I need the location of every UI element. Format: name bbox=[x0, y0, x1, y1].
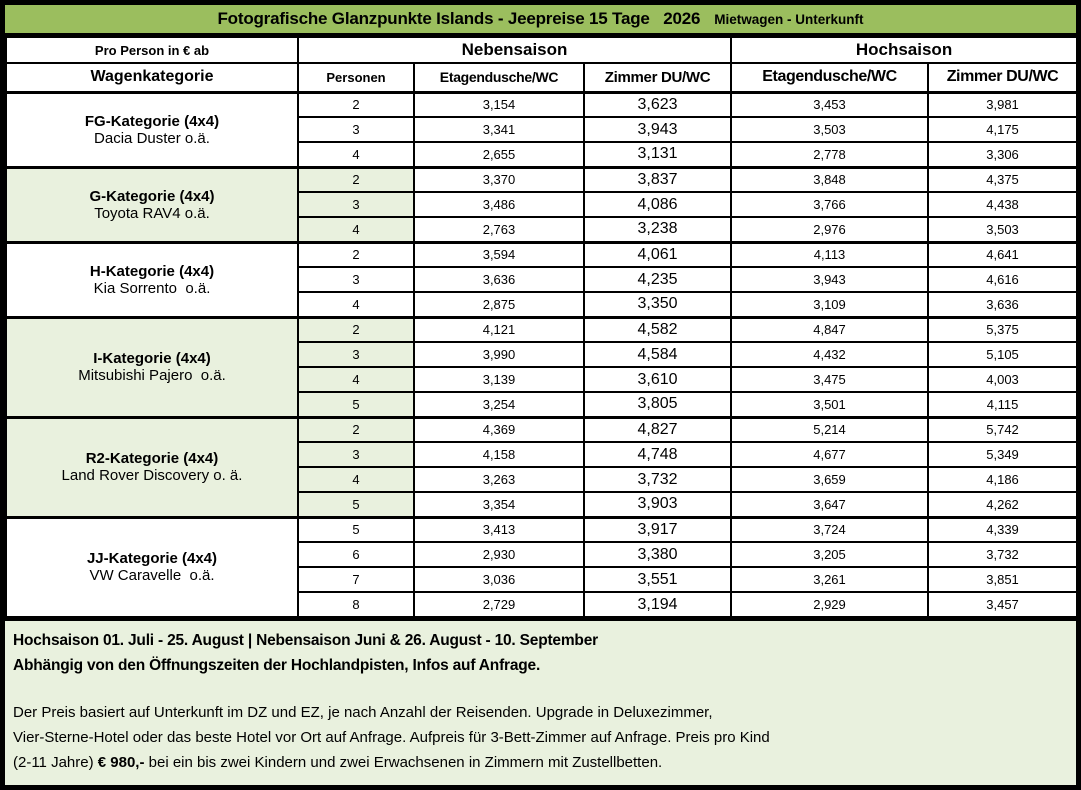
price-cell: 3,501 bbox=[731, 392, 928, 417]
price-cell: 3,205 bbox=[731, 542, 928, 567]
price-cell: 4,339 bbox=[928, 517, 1077, 542]
category-cell-fg bbox=[6, 92, 298, 167]
category-cell-jj bbox=[6, 517, 298, 617]
neben-etagendusche-header: Etagendusche/WC bbox=[414, 63, 584, 92]
price-cell: 4,235 bbox=[584, 267, 731, 292]
price-cell: 3,380 bbox=[584, 542, 731, 567]
price-cell: 3,732 bbox=[584, 467, 731, 492]
personen-cell: 4 bbox=[298, 142, 414, 167]
paragraph-line-1: Der Preis basiert auf Unterkunft im DZ und EZ, je nach Anzahl der Reisenden. Upgrade in Deluxezimmer, bbox=[13, 704, 713, 721]
price-cell: 3,943 bbox=[731, 267, 928, 292]
price-cell: 3,341 bbox=[414, 117, 584, 142]
price-cell: 4,369 bbox=[414, 417, 584, 442]
hoch-etagendusche-header: Etagendusche/WC bbox=[731, 63, 928, 92]
price-cell: 3,503 bbox=[731, 117, 928, 142]
price-cell: 3,194 bbox=[584, 592, 731, 617]
price-cell: 3,350 bbox=[584, 292, 731, 317]
personen-cell: 3 bbox=[298, 192, 414, 217]
price-cell: 4,748 bbox=[584, 442, 731, 467]
price-cell: 3,354 bbox=[414, 492, 584, 517]
price-cell: 3,990 bbox=[414, 342, 584, 367]
price-cell: 4,375 bbox=[928, 167, 1077, 192]
price-cell: 4,061 bbox=[584, 242, 731, 267]
category-name: R2-Kategorie (4x4) bbox=[85, 450, 219, 467]
price-cell: 2,655 bbox=[414, 142, 584, 167]
price-cell: 2,930 bbox=[414, 542, 584, 567]
price-cell: 4,086 bbox=[584, 192, 731, 217]
price-cell: 3,636 bbox=[928, 292, 1077, 317]
price-cell: 3,457 bbox=[928, 592, 1077, 617]
table-row bbox=[6, 167, 1077, 192]
price-cell: 4,003 bbox=[928, 367, 1077, 392]
category-vehicle: Mitsubishi Pajero o.ä. bbox=[78, 367, 226, 384]
category-vehicle: Toyota RAV4 o.ä. bbox=[94, 204, 210, 222]
personen-cell: 2 bbox=[298, 167, 414, 192]
price-cell: 3,154 bbox=[414, 92, 584, 117]
page-title: Fotografische Glanzpunkte Islands - Jeepreise 15 Tage 2026 bbox=[217, 9, 701, 28]
paragraph-line-2: Vier-Sterne-Hotel oder das beste Hotel vor Ort auf Anfrage. Aufpreis für 3-Bett-Zimmer auf Anfrage. Preis pro Kind bbox=[13, 729, 770, 746]
price-cell: 5,375 bbox=[928, 317, 1077, 342]
price-cell: 4,113 bbox=[731, 242, 928, 267]
nebensaison-header: Nebensaison bbox=[298, 37, 731, 63]
price-cell: 3,594 bbox=[414, 242, 584, 267]
category-name: FG-Kategorie (4x4) bbox=[84, 112, 220, 130]
price-cell: 4,115 bbox=[928, 392, 1077, 417]
price-cell: 5,349 bbox=[928, 442, 1077, 467]
season-header-row bbox=[6, 37, 1077, 63]
personen-cell: 2 bbox=[298, 242, 414, 267]
price-cell: 4,582 bbox=[584, 317, 731, 342]
price-cell: 4,175 bbox=[928, 117, 1077, 142]
personen-cell: 2 bbox=[298, 92, 414, 117]
price-cell: 3,647 bbox=[731, 492, 928, 517]
price-cell: 3,261 bbox=[731, 567, 928, 592]
price-cell: 2,729 bbox=[414, 592, 584, 617]
category-vehicle: Dacia Duster o.ä. bbox=[94, 129, 210, 147]
table-row bbox=[6, 317, 1077, 342]
price-cell: 3,475 bbox=[731, 367, 928, 392]
price-cell: 4,677 bbox=[731, 442, 928, 467]
price-cell: 3,370 bbox=[414, 167, 584, 192]
category-cell-i bbox=[6, 317, 298, 417]
footer-spacer bbox=[13, 678, 1068, 700]
price-basis-paragraph bbox=[13, 700, 1068, 775]
price-table bbox=[5, 36, 1078, 618]
price-cell: 4,847 bbox=[731, 317, 928, 342]
category-name: JJ-Kategorie (4x4) bbox=[86, 550, 218, 568]
personen-cell: 8 bbox=[298, 592, 414, 617]
category-name: I-Kategorie (4x4) bbox=[93, 350, 211, 367]
price-cell: 3,724 bbox=[731, 517, 928, 542]
category-cell-h bbox=[6, 242, 298, 317]
column-header-row bbox=[6, 63, 1077, 92]
personen-cell: 3 bbox=[298, 117, 414, 142]
personen-cell: 4 bbox=[298, 367, 414, 392]
category-cell-g bbox=[6, 167, 298, 242]
personen-cell: 2 bbox=[298, 317, 414, 342]
wagenkategorie-header: Wagenkategorie bbox=[6, 63, 298, 92]
table-row bbox=[6, 242, 1077, 267]
price-cell: 4,438 bbox=[928, 192, 1077, 217]
price-cell: 3,636 bbox=[414, 267, 584, 292]
category-vehicle: Kia Sorrento o.ä. bbox=[93, 279, 211, 297]
price-cell: 3,848 bbox=[731, 167, 928, 192]
price-cell: 3,139 bbox=[414, 367, 584, 392]
personen-cell: 4 bbox=[298, 467, 414, 492]
price-cell: 5,742 bbox=[928, 417, 1077, 442]
category-name: G-Kategorie (4x4) bbox=[89, 187, 215, 205]
personen-cell: 2 bbox=[298, 417, 414, 442]
neben-zimmer-header: Zimmer DU/WC bbox=[584, 63, 731, 92]
price-cell: 4,641 bbox=[928, 242, 1077, 267]
paragraph-line-3-pre: (2-11 Jahre) bbox=[13, 754, 98, 771]
price-cell: 4,186 bbox=[928, 467, 1077, 492]
price-cell: 2,875 bbox=[414, 292, 584, 317]
price-cell: 4,827 bbox=[584, 417, 731, 442]
price-cell: 2,763 bbox=[414, 217, 584, 242]
price-cell: 4,158 bbox=[414, 442, 584, 467]
bottom-accent-bar bbox=[297, 785, 418, 790]
price-cell: 5,214 bbox=[731, 417, 928, 442]
price-cell: 3,943 bbox=[584, 117, 731, 142]
personen-cell: 5 bbox=[298, 492, 414, 517]
price-cell: 3,036 bbox=[414, 567, 584, 592]
price-cell: 3,306 bbox=[928, 142, 1077, 167]
personen-cell: 3 bbox=[298, 342, 414, 367]
price-cell: 4,121 bbox=[414, 317, 584, 342]
price-cell: 3,254 bbox=[414, 392, 584, 417]
price-cell: 4,584 bbox=[584, 342, 731, 367]
personen-cell: 4 bbox=[298, 217, 414, 242]
price-cell: 2,778 bbox=[731, 142, 928, 167]
price-cell: 3,263 bbox=[414, 467, 584, 492]
personen-cell: 3 bbox=[298, 267, 414, 292]
table-row bbox=[6, 517, 1077, 542]
footer-notes bbox=[5, 618, 1076, 785]
price-cell: 3,903 bbox=[584, 492, 731, 517]
child-price-value: € 980,- bbox=[97, 754, 145, 771]
price-cell: 3,837 bbox=[584, 167, 731, 192]
personen-cell: 6 bbox=[298, 542, 414, 567]
category-name: H-Kategorie (4x4) bbox=[89, 262, 215, 280]
price-cell: 2,976 bbox=[731, 217, 928, 242]
price-cell: 3,453 bbox=[731, 92, 928, 117]
pro-person-header: Pro Person in € ab bbox=[6, 37, 298, 63]
price-cell: 3,238 bbox=[584, 217, 731, 242]
price-cell: 3,131 bbox=[584, 142, 731, 167]
category-vehicle: Land Rover Discovery o. ä. bbox=[61, 467, 243, 484]
personen-cell: 3 bbox=[298, 442, 414, 467]
season-dates-line: Hochsaison 01. Juli - 25. August | Nebensaison Juni & 26. August - 10. September bbox=[13, 632, 598, 649]
price-cell: 3,503 bbox=[928, 217, 1077, 242]
price-cell: 3,659 bbox=[731, 467, 928, 492]
price-cell: 3,981 bbox=[928, 92, 1077, 117]
page-subtitle: Mietwagen - Unterkunft bbox=[714, 11, 864, 27]
price-cell: 3,486 bbox=[414, 192, 584, 217]
personen-cell: 7 bbox=[298, 567, 414, 592]
price-cell: 4,262 bbox=[928, 492, 1077, 517]
table-row bbox=[6, 92, 1077, 117]
price-cell: 3,851 bbox=[928, 567, 1077, 592]
hoch-zimmer-header: Zimmer DU/WC bbox=[928, 63, 1077, 92]
table-row bbox=[6, 417, 1077, 442]
category-vehicle: VW Caravelle o.ä. bbox=[89, 567, 215, 585]
price-cell: 3,766 bbox=[731, 192, 928, 217]
price-cell: 4,432 bbox=[731, 342, 928, 367]
hochsaison-header: Hochsaison bbox=[731, 37, 1077, 63]
price-cell: 3,610 bbox=[584, 367, 731, 392]
price-cell: 3,732 bbox=[928, 542, 1077, 567]
price-cell: 3,805 bbox=[584, 392, 731, 417]
category-cell-r2 bbox=[6, 417, 298, 517]
price-cell: 3,623 bbox=[584, 92, 731, 117]
paragraph-line-3-post: bei ein bis zwei Kindern und zwei Erwachsenen in Zimmern mit Zustellbetten. bbox=[144, 754, 663, 771]
price-cell: 3,109 bbox=[731, 292, 928, 317]
personen-cell: 5 bbox=[298, 392, 414, 417]
price-cell: 3,917 bbox=[584, 517, 731, 542]
price-cell: 3,413 bbox=[414, 517, 584, 542]
road-info-line: Abhängig von den Öffnungszeiten der Hochlandpisten, Infos auf Anfrage. bbox=[13, 657, 541, 674]
price-cell: 3,551 bbox=[584, 567, 731, 592]
personen-cell: 5 bbox=[298, 517, 414, 542]
price-cell: 4,616 bbox=[928, 267, 1077, 292]
price-cell: 2,929 bbox=[731, 592, 928, 617]
personen-header: Personen bbox=[298, 63, 414, 92]
price-cell: 5,105 bbox=[928, 342, 1077, 367]
personen-cell: 4 bbox=[298, 292, 414, 317]
title-bar bbox=[5, 5, 1076, 36]
